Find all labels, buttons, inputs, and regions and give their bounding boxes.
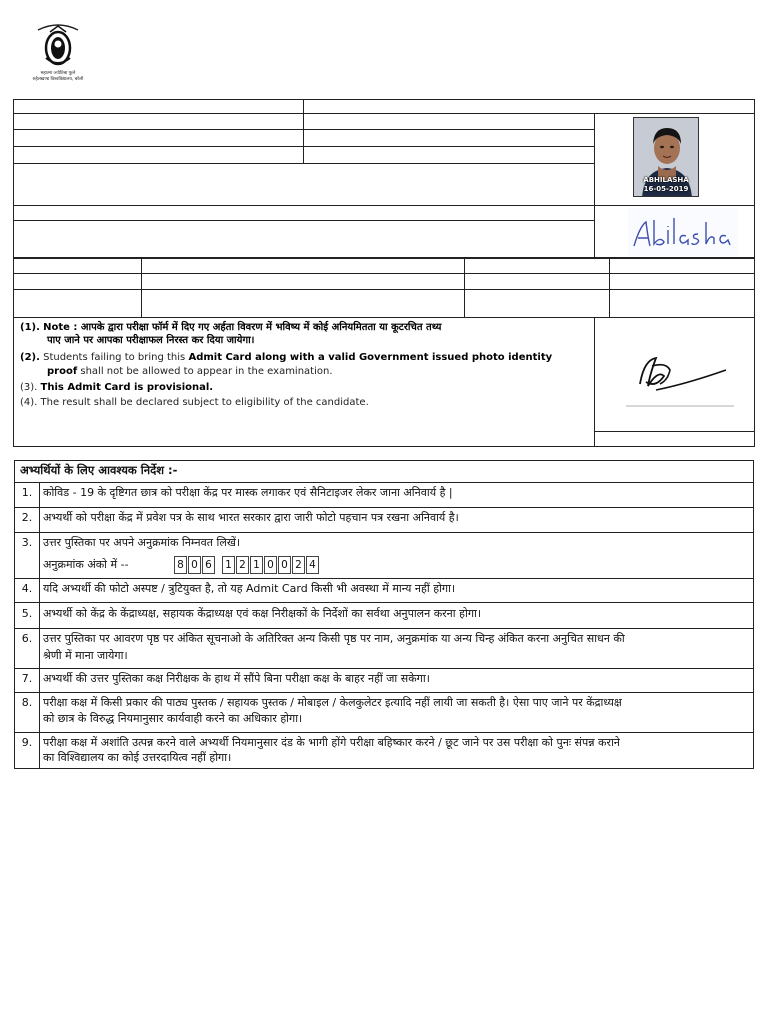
instruction-7-text: अभ्यर्थी की उत्तर पुस्तिका कक्ष निरीक्षक के हाथ में सौंपे बिना परीक्षा कक्ष के बाहर नहीं जा सकेगा। xyxy=(43,672,430,685)
note-3: (3). This Admit Card is provisional. xyxy=(20,382,214,393)
note-1: (1). Note : आपके द्वारा परीक्षा फॉर्म में दिए गए अर्हता विवरण में भविष्य में कोई अनियमितता या कूटरचित तथ्य xyxy=(20,322,442,333)
instructions-heading: अभ्यर्थियों के लिए आवश्यक निर्देश :- xyxy=(20,463,178,477)
instruction-6-text-line2: श्रेणी में माना जायेगा। xyxy=(43,649,128,662)
roll-digit: 4 xyxy=(306,556,319,574)
note-1-line2: पाए जाने पर आपका परीक्षाफल निरस्त कर दिया जायेगा। xyxy=(47,335,255,346)
instruction-1-number: 1. xyxy=(21,486,33,499)
instruction-6-text: उत्तर पुस्तिका पर आवरण पृष्ठ पर अंकित सूचनाओ के अतिरिक्त अन्य किसी पृष्ठ पर नाम, अनुक्रमांक या अन्य चिन्ह अंकित करना अनुचित साधन की xyxy=(43,632,625,645)
instruction-3-number: 3. xyxy=(21,536,33,549)
instruction-8-text-line2: को छात्र के विरुद्ध नियमानुसार कार्यवाही करने का अधिकार होगा। xyxy=(43,712,303,725)
authority-signature xyxy=(626,340,734,408)
instruction-2-number: 2. xyxy=(21,511,33,524)
instruction-5-text: अभ्यर्थी को केंद्र के केंद्राध्यक्ष, सहायक केंद्राध्यक्ष एवं कक्ष निरीक्षकों के निर्देशों का सर्वथा अनुपालन करना होगा। xyxy=(43,607,482,620)
roll-digit: 2 xyxy=(236,556,249,574)
exam-details-table xyxy=(13,258,755,318)
instruction-5-number: 5. xyxy=(21,607,33,620)
logo-emblem-icon xyxy=(24,18,92,70)
roll-digit: 2 xyxy=(292,556,305,574)
instruction-4-number: 4. xyxy=(21,582,33,595)
candidate-photo xyxy=(633,117,699,197)
photo-name-overlay: ABHILASHA xyxy=(643,176,689,184)
note-1-text: Note : आपके द्वारा परीक्षा फॉर्म में दिए गए अर्हता विवरण में भविष्य में कोई अनियमितता या कूटरचित तथ्य xyxy=(43,322,442,333)
instruction-7-number: 7. xyxy=(21,672,33,685)
roll-number-digits xyxy=(174,556,320,576)
roll-digit: 6 xyxy=(202,556,215,574)
instruction-6-number: 6. xyxy=(21,632,33,645)
roll-digit: 1 xyxy=(222,556,235,574)
roll-number-label: अनुक्रमांक अंको में -- xyxy=(43,558,129,571)
instruction-3-text: उत्तर पुस्तिका पर अपने अनुक्रमांक निम्नवत लिखें। xyxy=(43,536,241,549)
roll-digit: 0 xyxy=(278,556,291,574)
instruction-9-number: 9. xyxy=(21,736,33,749)
instruction-4-text: यदि अभ्यर्थी की फोटो अस्पष्ट / त्रुटियुक्त है, तो यह Admit Card किसी भी अवस्था में मान्य नहीं होगा। xyxy=(43,582,456,595)
instruction-8-text: परीक्षा कक्ष में किसी प्रकार की पाठ्य पुस्तक / सहायक पुस्तक / मोबाइल / केलकुलेटर इत्यादि नहीं लायी जा सकती है। ऐसा पाए जाने पर केंद्राध्यक्ष xyxy=(43,696,622,709)
authority-signature-icon xyxy=(626,340,734,408)
logo-caption-1: महात्मा ज्योतिबा फुले xyxy=(40,71,76,76)
instruction-8-number: 8. xyxy=(21,696,33,709)
instruction-1-text: कोविड - 19 के दृष्टिगत छात्र को परीक्षा केंद्र पर मास्क लगाकर एवं सैनिटाइजर लेकर जाना अनिवार्य है | xyxy=(43,486,453,499)
roll-digit: 8 xyxy=(174,556,187,574)
instruction-9-text: परीक्षा कक्ष में अशांति उत्पन्न करने वाले अभ्यर्थी नियमानुसार दंड के भागी होंगे परीक्षा बहिष्कार करने / छूट जाने पर उस परीक्षा को पुनः संपन्न कराने xyxy=(43,736,620,749)
note-2: (2). Students failing to bring this Admit Card along with a valid Government issued photo identity xyxy=(20,352,553,363)
roll-digit: 0 xyxy=(188,556,201,574)
instruction-2-text: अभ्यर्थी को परीक्षा केंद्र में प्रवेश पत्र के साथ भारत सरकार द्वारा जारी फोटो पहचान पत्र रखना अनिवार्य है। xyxy=(43,511,459,524)
note-2-line2: proof shall not be allowed to appear in the examination. xyxy=(47,366,333,377)
candidate-signature xyxy=(628,208,738,256)
logo-caption-2: रुहेलखण्ड विश्वविद्यालय, बरेली xyxy=(32,77,84,82)
instruction-9-text-line2: का विश्विद्यालय का कोई उत्तरदायित्व नहीं होगा। xyxy=(43,751,232,764)
photo-date-overlay: 16-05-2019 xyxy=(643,185,689,193)
roll-digit: 0 xyxy=(264,556,277,574)
handwritten-signature-icon xyxy=(628,208,738,256)
roll-digit: 1 xyxy=(250,556,263,574)
note-4: (4). The result shall be declared subject to eligibility of the candidate. xyxy=(20,397,369,408)
university-logo xyxy=(24,18,92,84)
